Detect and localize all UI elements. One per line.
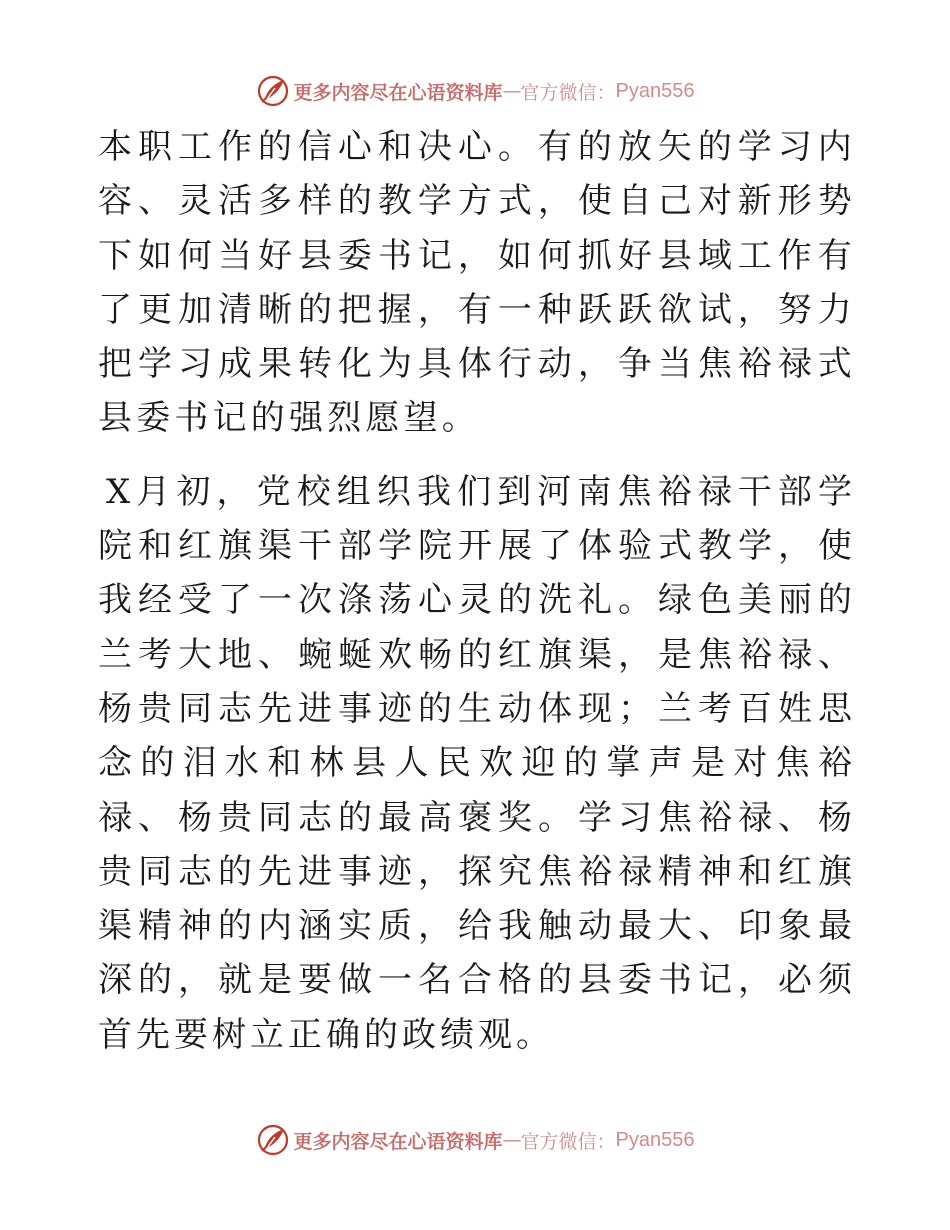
footer-banner <box>0 1120 950 1160</box>
banner-wechat-id: Pyan556 <box>615 79 695 102</box>
banner-main-text: 更多内容尽在心语资料库 <box>293 1130 503 1153</box>
banner-wechat-label: 官方微信： <box>520 1130 616 1153</box>
banner-dash: — <box>502 1129 521 1151</box>
banner-main-text: 更多内容尽在心语资料库 <box>293 81 503 104</box>
document-body <box>98 120 856 1062</box>
paragraph: X月初，党校组织我们到河南焦裕禄干部学院和红旗渠干部学院开展了体验式教学，使我经受了一次涤荡心灵的洗礼。绿色美丽的兰考大地、蜿蜒欢畅的红旗渠，是焦裕禄、杨贵同志先进事迹的生动体现；兰考百姓思念的泪水和林县人民欢迎的掌声是对焦裕禄、杨贵同志的最高褒奖。学习焦裕禄、杨贵同志的先进事迹，探究焦裕禄精神和红旗渠精神的内涵实质，给我触动最大、印象最深的，就是要做一名合格的县委书记，必须首先要树立正确的政绩观。 <box>98 471 856 1055</box>
banner-dash: — <box>502 80 521 102</box>
quill-pen-logo-icon <box>256 1123 290 1157</box>
banner-wechat-label: 官方微信： <box>520 81 616 104</box>
paragraph: 本职工作的信心和决心。有的放矢的学习内容、灵活多样的教学方式，使自己对新形势下如何当好县委书记，如何抓好县域工作有了更加清晰的把握，有一种跃跃欲试，努力把学习成果转化为具体行动，争当焦裕禄式县委书记的强烈愿望。 <box>98 127 856 439</box>
quill-pen-logo-icon <box>256 74 290 108</box>
header-banner <box>0 71 950 111</box>
banner-wechat-id: Pyan556 <box>615 1128 695 1151</box>
